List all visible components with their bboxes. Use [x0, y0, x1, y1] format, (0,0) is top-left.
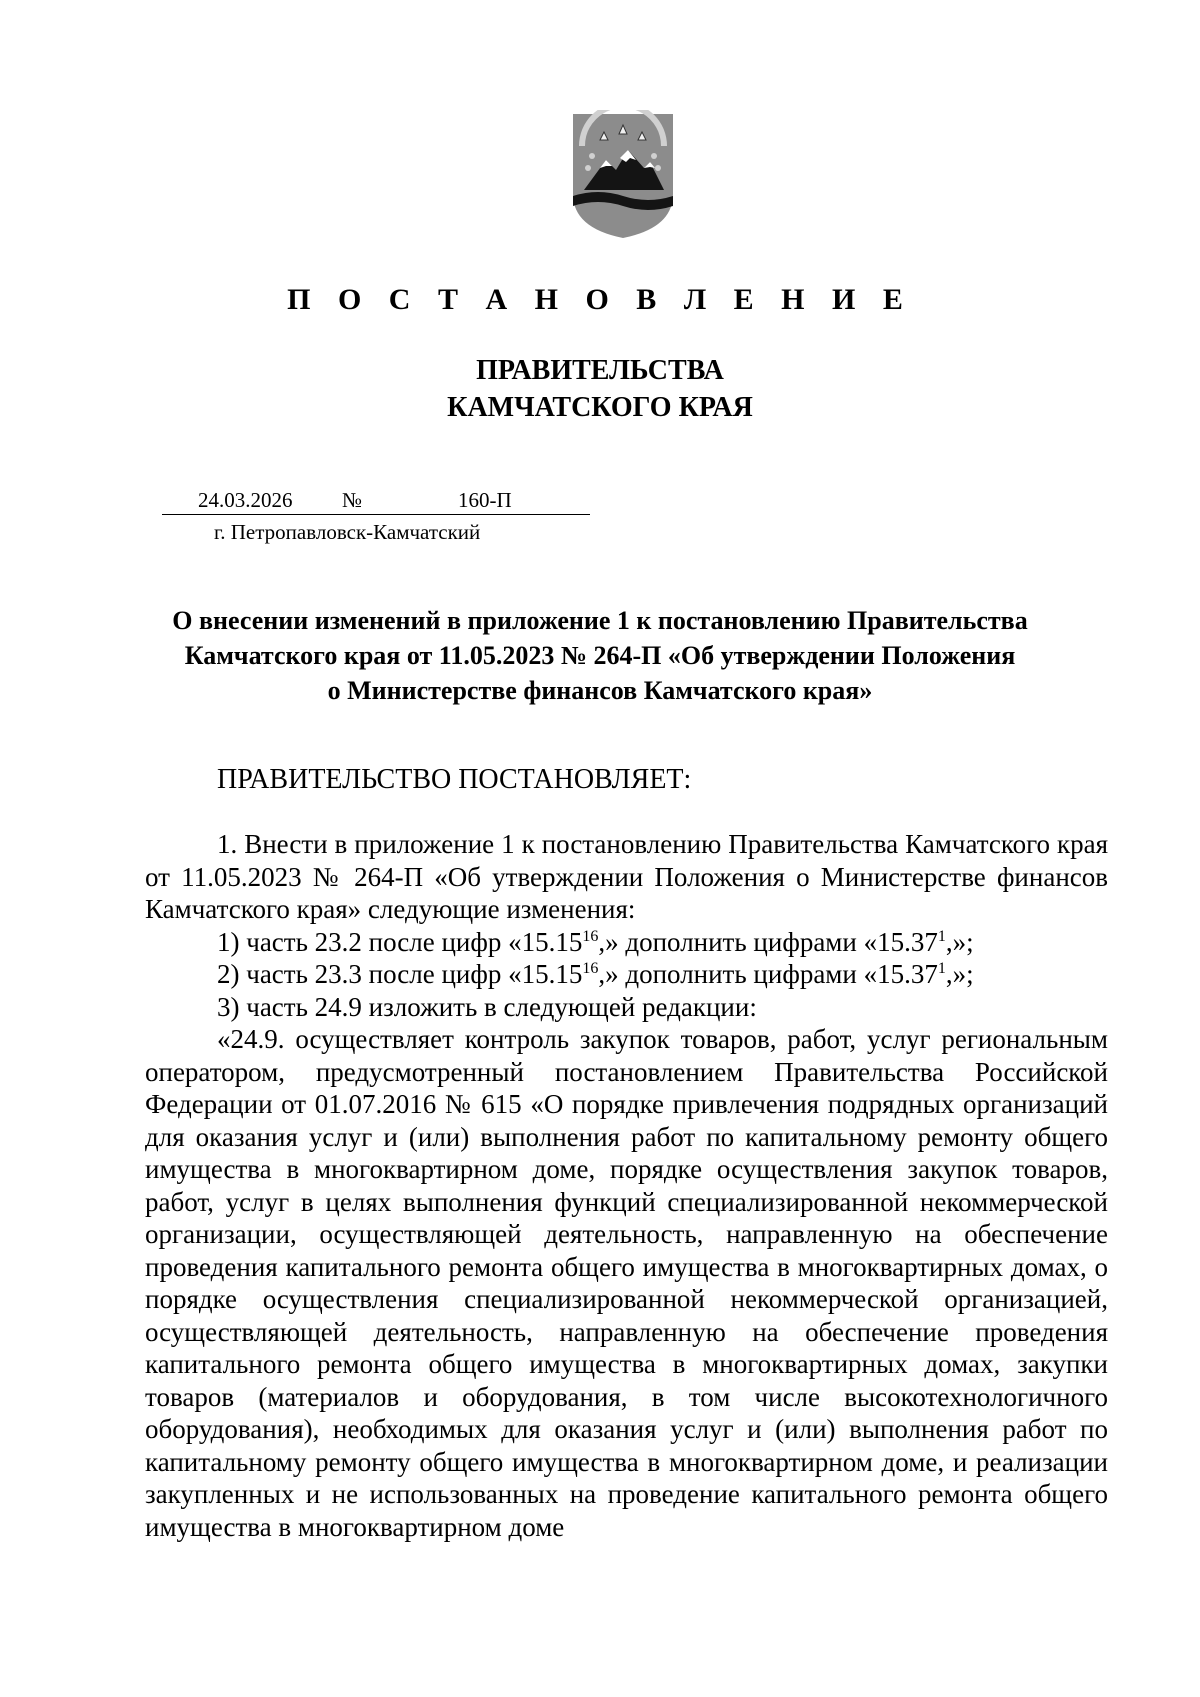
quoted-amendment: «24.9. осуществляет контроль закупок товаров, работ, услуг региональным оператором, предусмотренный постановлением Правительства Российской Федерации от 01.07.2016 № 615 «О порядке привлечения подрядных организаций для оказания услуг и (или) выполнения работ по капитальному ремонту общего имущества в многоквартирном доме, порядке осуществления закупок товаров, работ, услуг в целях выполнения функций специализированной некоммерческой организации, осуществляющей деятельность, направленную на обеспечение проведения капитального ремонта общего имущества в многоквартирных домах, о порядке осуществления специализированной некоммерческой организацией, осуществляющей деятельность, направленную на обеспечение проведения капитального ремонта общего имущества в многоквартирных домах, закупки товаров (материалов и оборудования, в том числе высокотехнологичного оборудования), необходимых для оказания услуг и (или) выполнения работ по капитальному ремонту общего имущества в многоквартирном доме, и реализации закупленных и не использованных на проведение капитального ремонта общего имущества в многоквартирном доме — [145, 1024, 1108, 1542]
item-2: 2) часть 23.3 после цифр «15.15$^{16}$,» дополнить цифрами «15.37$^1$,»; — [217, 959, 974, 989]
document-subject — [0, 603, 1200, 708]
subject-line-3: о Министерстве финансов Камчатского края» — [327, 676, 873, 705]
document-date: 24.03.2026 — [198, 488, 293, 512]
subject-line-1: О внесении изменений в приложение 1 к постановлению Правительства — [172, 606, 1028, 635]
issuer-block — [0, 352, 1200, 426]
item-3: 3) часть 24.9 изложить в следующей редакции: — [217, 991, 757, 1022]
document-number: 160-П — [458, 488, 512, 512]
document-type-title: П О С Т А Н О В Л Е Н И Е — [287, 283, 913, 316]
subject-line-2: Камчатского края от 11.05.2023 № 264-П «Об утверждении Положения — [184, 641, 1016, 670]
item-1: 1) часть 23.2 после цифр «15.15$^{16}$,» дополнить цифрами «15.37$^1$,»; — [217, 926, 974, 957]
resolves-heading: ПРАВИТЕЛЬСТВО ПОСТАНОВЛЯЕТ: — [217, 764, 692, 795]
city-label: г. Петропавловск-Камчатский — [214, 520, 481, 544]
number-sign: № — [342, 488, 363, 512]
document-body — [145, 828, 1108, 1543]
issuer-line-1: ПРАВИТЕЛЬСТВА — [476, 355, 724, 386]
date-number-line — [162, 488, 590, 515]
paragraph-1: 1. Внести в приложение 1 к постановлению Правительства Камчатского края от 11.05.2023 № 264-П «Об утверждении Положения о Министерстве финансов Камчатского края» следующие изменения: — [145, 829, 1108, 924]
coat-of-arms-icon — [570, 110, 676, 240]
issuer-line-2: КАМЧАТСКОГО КРАЯ — [447, 392, 753, 423]
